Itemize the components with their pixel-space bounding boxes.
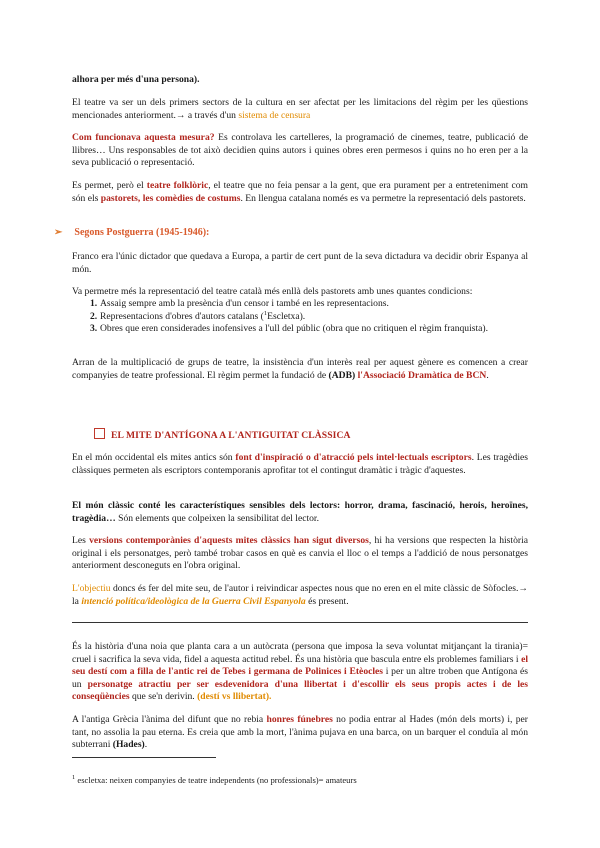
paragraph-classic-world: El món clàssic conté les característiques sensibles dels lectors: horror, drama, fascinació, herois, heroïnes, tragèdia… Són elements que colpeixen la sensibilitat del lector. (72, 500, 528, 524)
footnote-divider (72, 757, 216, 758)
paragraph-antigona-story: És la història d'una noia que planta cara a un autòcrata (persona que imposa la seva voluntat mitjançant la tirania)= cruel i sacrifica la seva vida, fidel a aquesta actitud rebel. És una història que bascula entre els problemes familiars i el seu destí com a filla de l'antic rei de Tebes i germana de Polinices i Etèocles i per un altre troben que Antígona és un personatge atractiu per ser esdevenidora d'una llibertat i d'escollir els seus propis actes i de les conseqüències que se'n derivin. (destí vs llibertat). (72, 641, 528, 703)
section-heading-label: EL MITE D'ANTÍGONA A L'ANTIGUITAT CLÀSSICA (111, 430, 351, 441)
censorship-highlight: sistema de censura (238, 109, 311, 121)
horizontal-divider (72, 622, 528, 623)
paragraph-franco: Franco era l'únic dictador que quedava a Europa, a partir de cert punt de la seva dictadura va decidir obrir Espanya al món. (72, 251, 528, 275)
inspiration-highlight: font d'inspiració o d'atracció pels intel·lectuals escriptors (235, 452, 472, 463)
paragraph-objective: L'objectiu doncs és fer del mite seu, de l'autor i reivindicar aspectes nous que no eren en el mite clàssic de Sòfocles.→ la intenció política/ideològica de la Guerra Civil Espanyola és present. (72, 583, 528, 607)
paragraph-censorship: El teatre va ser un dels primers sectors de la cultura en ser afectat per les limitacions del règim per les qüestions mencionades anteriorment.→ a través d'un sistema de censura (72, 97, 528, 121)
paragraph-conditions-intro: Va permetre més la representació del teatre català més enllà dels pastorets amb unes quantes condicions: (72, 286, 473, 297)
question-highlight: Com funcionava aquesta mesura? (72, 132, 215, 143)
paragraph-funeral-honours: A l'antiga Grècia l'ànima del difunt que no rebia honres fúnebres no podia entrar al Hades (món dels morts) i, per tant, no assolia la pau eterna. Es creia que amb la mort, l'ànima pujava en una barca, on un barquer el conduïa al món subterrani (Hades). (72, 714, 528, 751)
section-heading-postwar (54, 227, 209, 240)
association-highlight: l'Associació Dramàtica de BCN (357, 369, 487, 381)
versions-highlight: versions contemporànies d'aquests mites clàssics han sigut diversos (89, 535, 369, 546)
arrow-bullet-icon: ➢ (54, 227, 63, 238)
pastorets-highlight: pastorets, les comèdies de costums (100, 192, 241, 204)
paragraph-versions: Les versions contemporànies d'aquests mites clàssics han sigut diversos, hi ha versions que respecten la història original i els personatges, però també trobar casos en què es canvia el lloc o el temps a l'addició de nous personatges anteriorment desconeguts en l'obra original. (72, 535, 528, 572)
checkbox-bullet-icon (94, 428, 105, 439)
section-heading-label: Segons Postguerra (1945-1946): (74, 227, 210, 238)
paragraph-allowed: Es permet, però el teatre folklòric, el teatre que no feia pensar a la gent, que era purament per a entreteniment com són els pastorets, les comèdies de costums. En llengua catalana només es va permetre la representació dels pastorets. (72, 180, 528, 204)
funeral-honours-highlight: honres fúnebres (266, 714, 333, 725)
destiny-vs-freedom-highlight: (destí vs llibertat). (197, 691, 272, 703)
footnote: $^1$ escletxa: neixen companyies de teatre independents (no professionals)= amateurs (72, 773, 357, 785)
folk-theatre-highlight: teatre folklòric (146, 180, 209, 191)
paragraph-myths: En el món occidental els mites antics són font d'inspiració o d'atracció pels intel·lectuals escriptors. Les tragèdies clàssiques permeten als escriptors contemporanis aprofitar tot el contingut dramàtic i tràgic d'aquestes. (72, 452, 528, 476)
paragraph-adb: Arran de la multiplicació de grups de teatre, la insistència d'un interès real per aquest gènere es comencen a crear companyies de teatre professional. El règim permet la fundació de (ADB) l'Associació Dramàtica de BCN. (72, 357, 528, 381)
freedom-highlight: personatge atractiu per ser esdevenidora d'una llibertat i d'escollir els seus propis actes i de les conseqüències (72, 678, 528, 703)
paragraph-how-it-worked: Com funcionava aquesta mesura? Es controlava les cartelleres, la programació de cinemes, teatre, publicació de llibres… Uns responsables de tot això decidien quins autors i quines obres eren permesos i quins no ho eren per a la seva publicació o representació. (72, 132, 528, 169)
political-intent-highlight: intenció política/ideològica de la Guerra Civil Espanyola (81, 595, 306, 607)
objective-highlight: L'objectiu (72, 583, 111, 594)
list-item: 3. Obres que eren considerades inofensives a l'ull del públic (obra que no critiquen el règim franquista). (90, 323, 489, 335)
paragraph-intro: alhora per més d'una persona). (72, 74, 200, 85)
conditions-list (72, 298, 528, 336)
section-heading-antigona (94, 428, 351, 443)
list-item: 1. Assaig sempre amb la presència d'un censor i també en les representacions. (90, 298, 389, 309)
list-item: 2. Representacions d'obres d'autors catalans ($^1$Escletxa). (90, 309, 306, 322)
footnote-marker: 1 (263, 309, 268, 317)
destiny-highlight: el seu destí com a filla de l'antic rei de Tebes i germana de Polinices i Etèocles (72, 653, 528, 678)
footnote-number: 1 (72, 773, 76, 781)
